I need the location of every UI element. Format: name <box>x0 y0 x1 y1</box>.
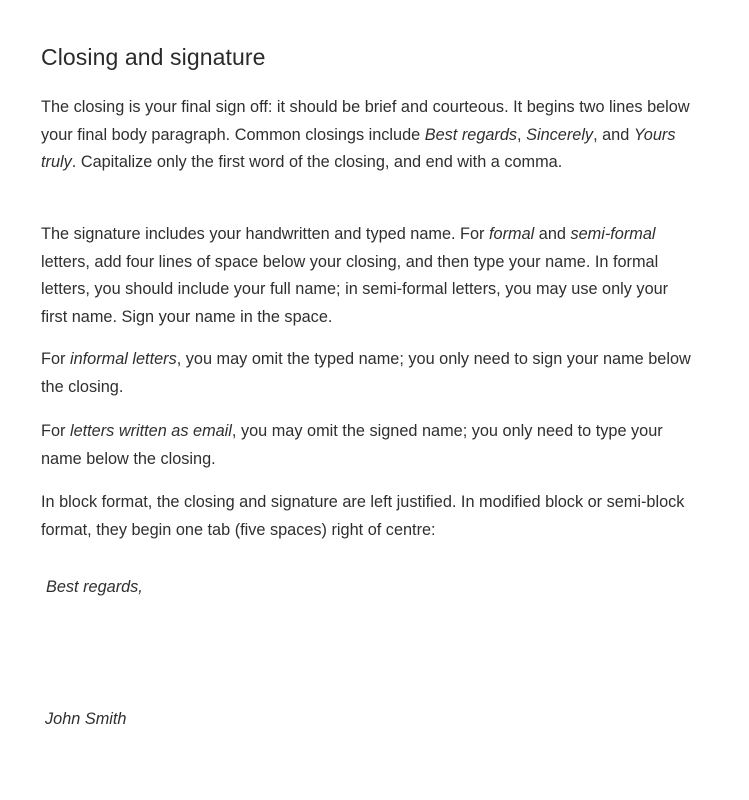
emphasis-sincerely: Sincerely <box>526 125 594 144</box>
text-run: The signature includes your handwritten and typed name. For <box>41 225 489 243</box>
text-run: For <box>41 350 70 368</box>
text-run: The closing is your final sign off: it should be brief and courteous. It begins two lines below your final body paragraph. Common closings include <box>41 98 690 144</box>
text-run: , <box>517 125 527 144</box>
informal-letters-paragraph <box>41 346 691 401</box>
emphasis-letters-written-as-email: letters written as email <box>69 422 232 440</box>
emphasis-formal: formal <box>489 225 535 243</box>
format-paragraph <box>41 489 691 544</box>
text-run: . Capitalize only the first word of the closing, and end with a comma. <box>71 153 563 171</box>
example-signature: John Smith <box>45 710 127 728</box>
text-run: , you may omit the signed name; you only need to type your name below the closing. <box>41 422 663 468</box>
text-run: and <box>534 225 571 243</box>
section-heading: Closing and signature <box>41 44 266 70</box>
email-letters-paragraph <box>41 418 691 473</box>
emphasis-best-regards: Best regards <box>424 125 518 144</box>
text-run: In block format, the closing and signature are left justified. In modified block or semi-block format, they begin one tab (five spaces) right of centre: <box>41 493 685 539</box>
emphasis-informal-letters: informal letters <box>69 350 177 368</box>
text-run: , and <box>593 125 634 144</box>
example-closing: Best regards, <box>46 578 143 596</box>
text-run: letters, add four lines of space below your closing, and then type your name. In formal letters, you should include your full name; in semi-formal letters, you may use only your first name. Sign your name in the space. <box>41 252 669 326</box>
signature-paragraph <box>41 221 691 331</box>
text-run: , you may omit the typed name; you only need to sign your name below the closing. <box>41 350 691 396</box>
text-run: For <box>41 422 70 440</box>
emphasis-semi-formal: semi-formal <box>570 225 656 243</box>
emphasis-yours-truly: Yours truly <box>41 125 676 171</box>
closing-paragraph <box>41 94 691 177</box>
